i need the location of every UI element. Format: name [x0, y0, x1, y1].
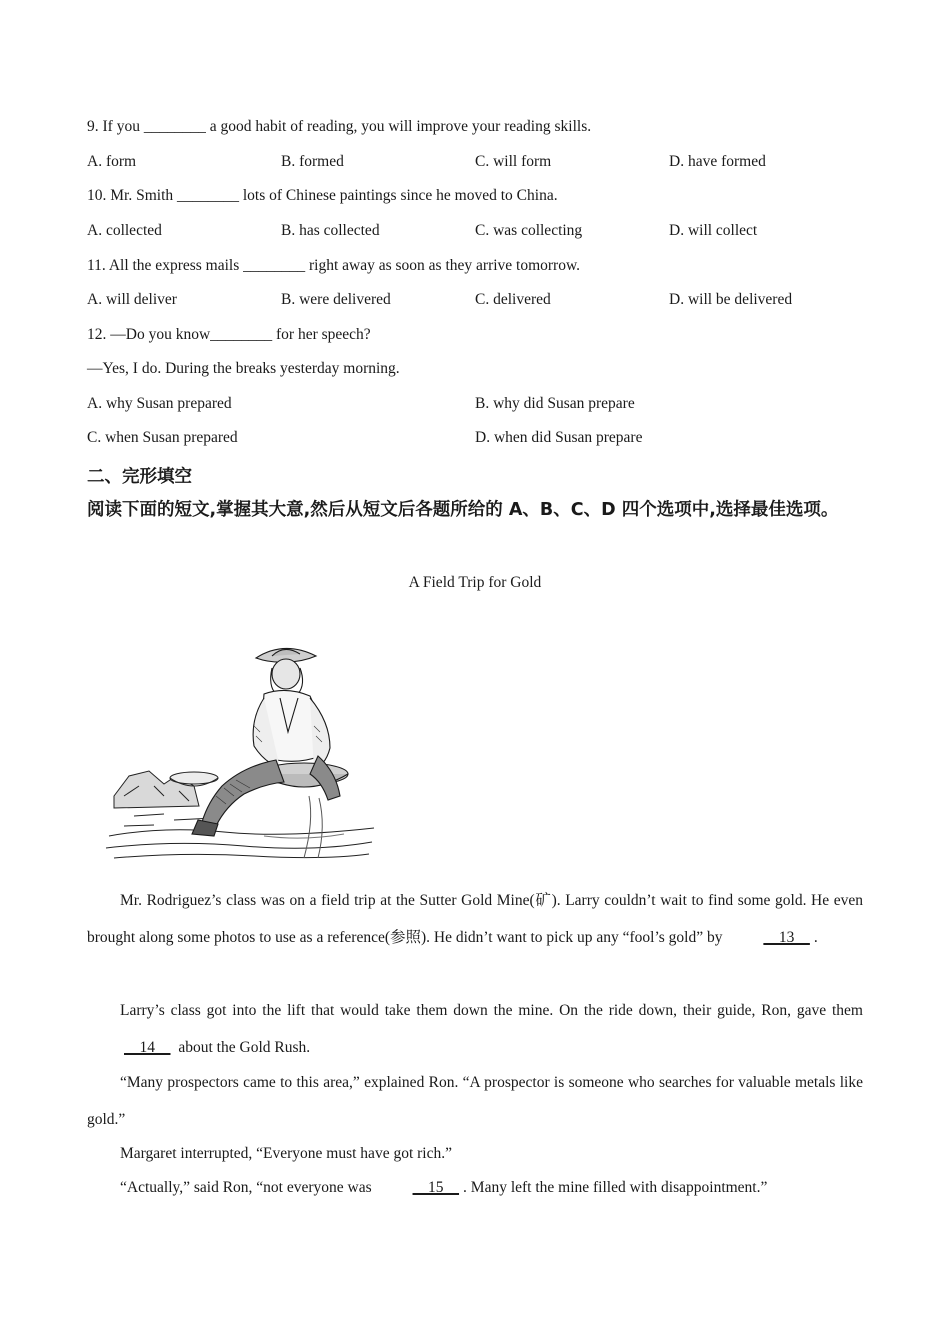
q9-option-a: A. form	[87, 153, 137, 170]
q9-option-d: D. have formed	[669, 153, 766, 170]
q10-option-b: B. has collected	[281, 222, 380, 239]
passage-paragraph-4: Margaret interrupted, “Everyone must have got rich.”	[120, 1145, 452, 1162]
blank-15: 15	[412, 1179, 460, 1196]
question-12-stem: 12. —Do you know________ for her speech?	[87, 326, 371, 343]
paragraph-2-text: Larry’s class got into the lift that would take them down the mine. On the ride down, their guide, Ron, gave them	[120, 1002, 863, 1019]
passage-paragraph-1	[87, 882, 863, 956]
paragraph-1-end: .	[813, 929, 818, 946]
q12-option-c: C. when Susan prepared	[87, 429, 238, 446]
paragraph-1-text: Mr. Rodriguez’s class was on a field trip at the Sutter Gold Mine(矿). Larry couldn’t wait to find some gold. He even brought along some photos to use as a reference(参照). He didn’t want to pick up any “fool’s gold” by	[87, 892, 863, 946]
paragraph-5-text: “Actually,” said Ron, “not everyone was	[120, 1179, 376, 1196]
q11-option-d: D. will be delivered	[669, 291, 793, 308]
blank-14: 14	[124, 1039, 171, 1056]
q10-option-a: A. collected	[87, 222, 162, 239]
question-10-stem: 10. Mr. Smith ________ lots of Chinese paintings since he moved to China.	[87, 187, 558, 204]
q12-option-d: D. when did Susan prepare	[475, 429, 643, 446]
section-heading: 二、完形填空	[87, 467, 192, 487]
q11-option-b: B. were delivered	[281, 291, 391, 308]
q11-option-a: A. will deliver	[87, 291, 177, 308]
q9-option-c: C. will form	[475, 153, 552, 170]
prospector-illustration	[104, 636, 376, 862]
passage-title: A Field Trip for Gold	[408, 574, 542, 591]
q10-option-c: C. was collecting	[475, 222, 583, 239]
q11-option-c: C. delivered	[475, 291, 551, 308]
blank-13: 13	[763, 929, 810, 946]
section-instruction: 阅读下面的短文,掌握其大意,然后从短文后各题所给的 A、B、C、D 四个选项中,选择最佳选项。	[87, 500, 839, 520]
q12-option-a: A. why Susan prepared	[87, 395, 232, 412]
question-12-dialogue: —Yes, I do. During the breaks yesterday morning.	[87, 360, 400, 377]
q9-option-b: B. formed	[281, 153, 344, 170]
paragraph-2-end: about the Gold Rush.	[174, 1039, 311, 1056]
q10-option-d: D. will collect	[669, 222, 758, 239]
passage-paragraph-2	[87, 992, 863, 1066]
q12-option-b: B. why did Susan prepare	[475, 395, 635, 412]
paragraph-5-end: . Many left the mine filled with disappointment.”	[463, 1179, 768, 1196]
question-9-stem: 9. If you ________ a good habit of reading, you will improve your reading skills.	[87, 118, 592, 135]
question-11-stem: 11. All the express mails ________ right away as soon as they arrive tomorrow.	[87, 257, 581, 274]
passage-paragraph-3: “Many prospectors came to this area,” explained Ron. “A prospector is someone who searches for valuable metals like gold.”	[87, 1074, 863, 1128]
passage-paragraph-5	[87, 1170, 863, 1205]
